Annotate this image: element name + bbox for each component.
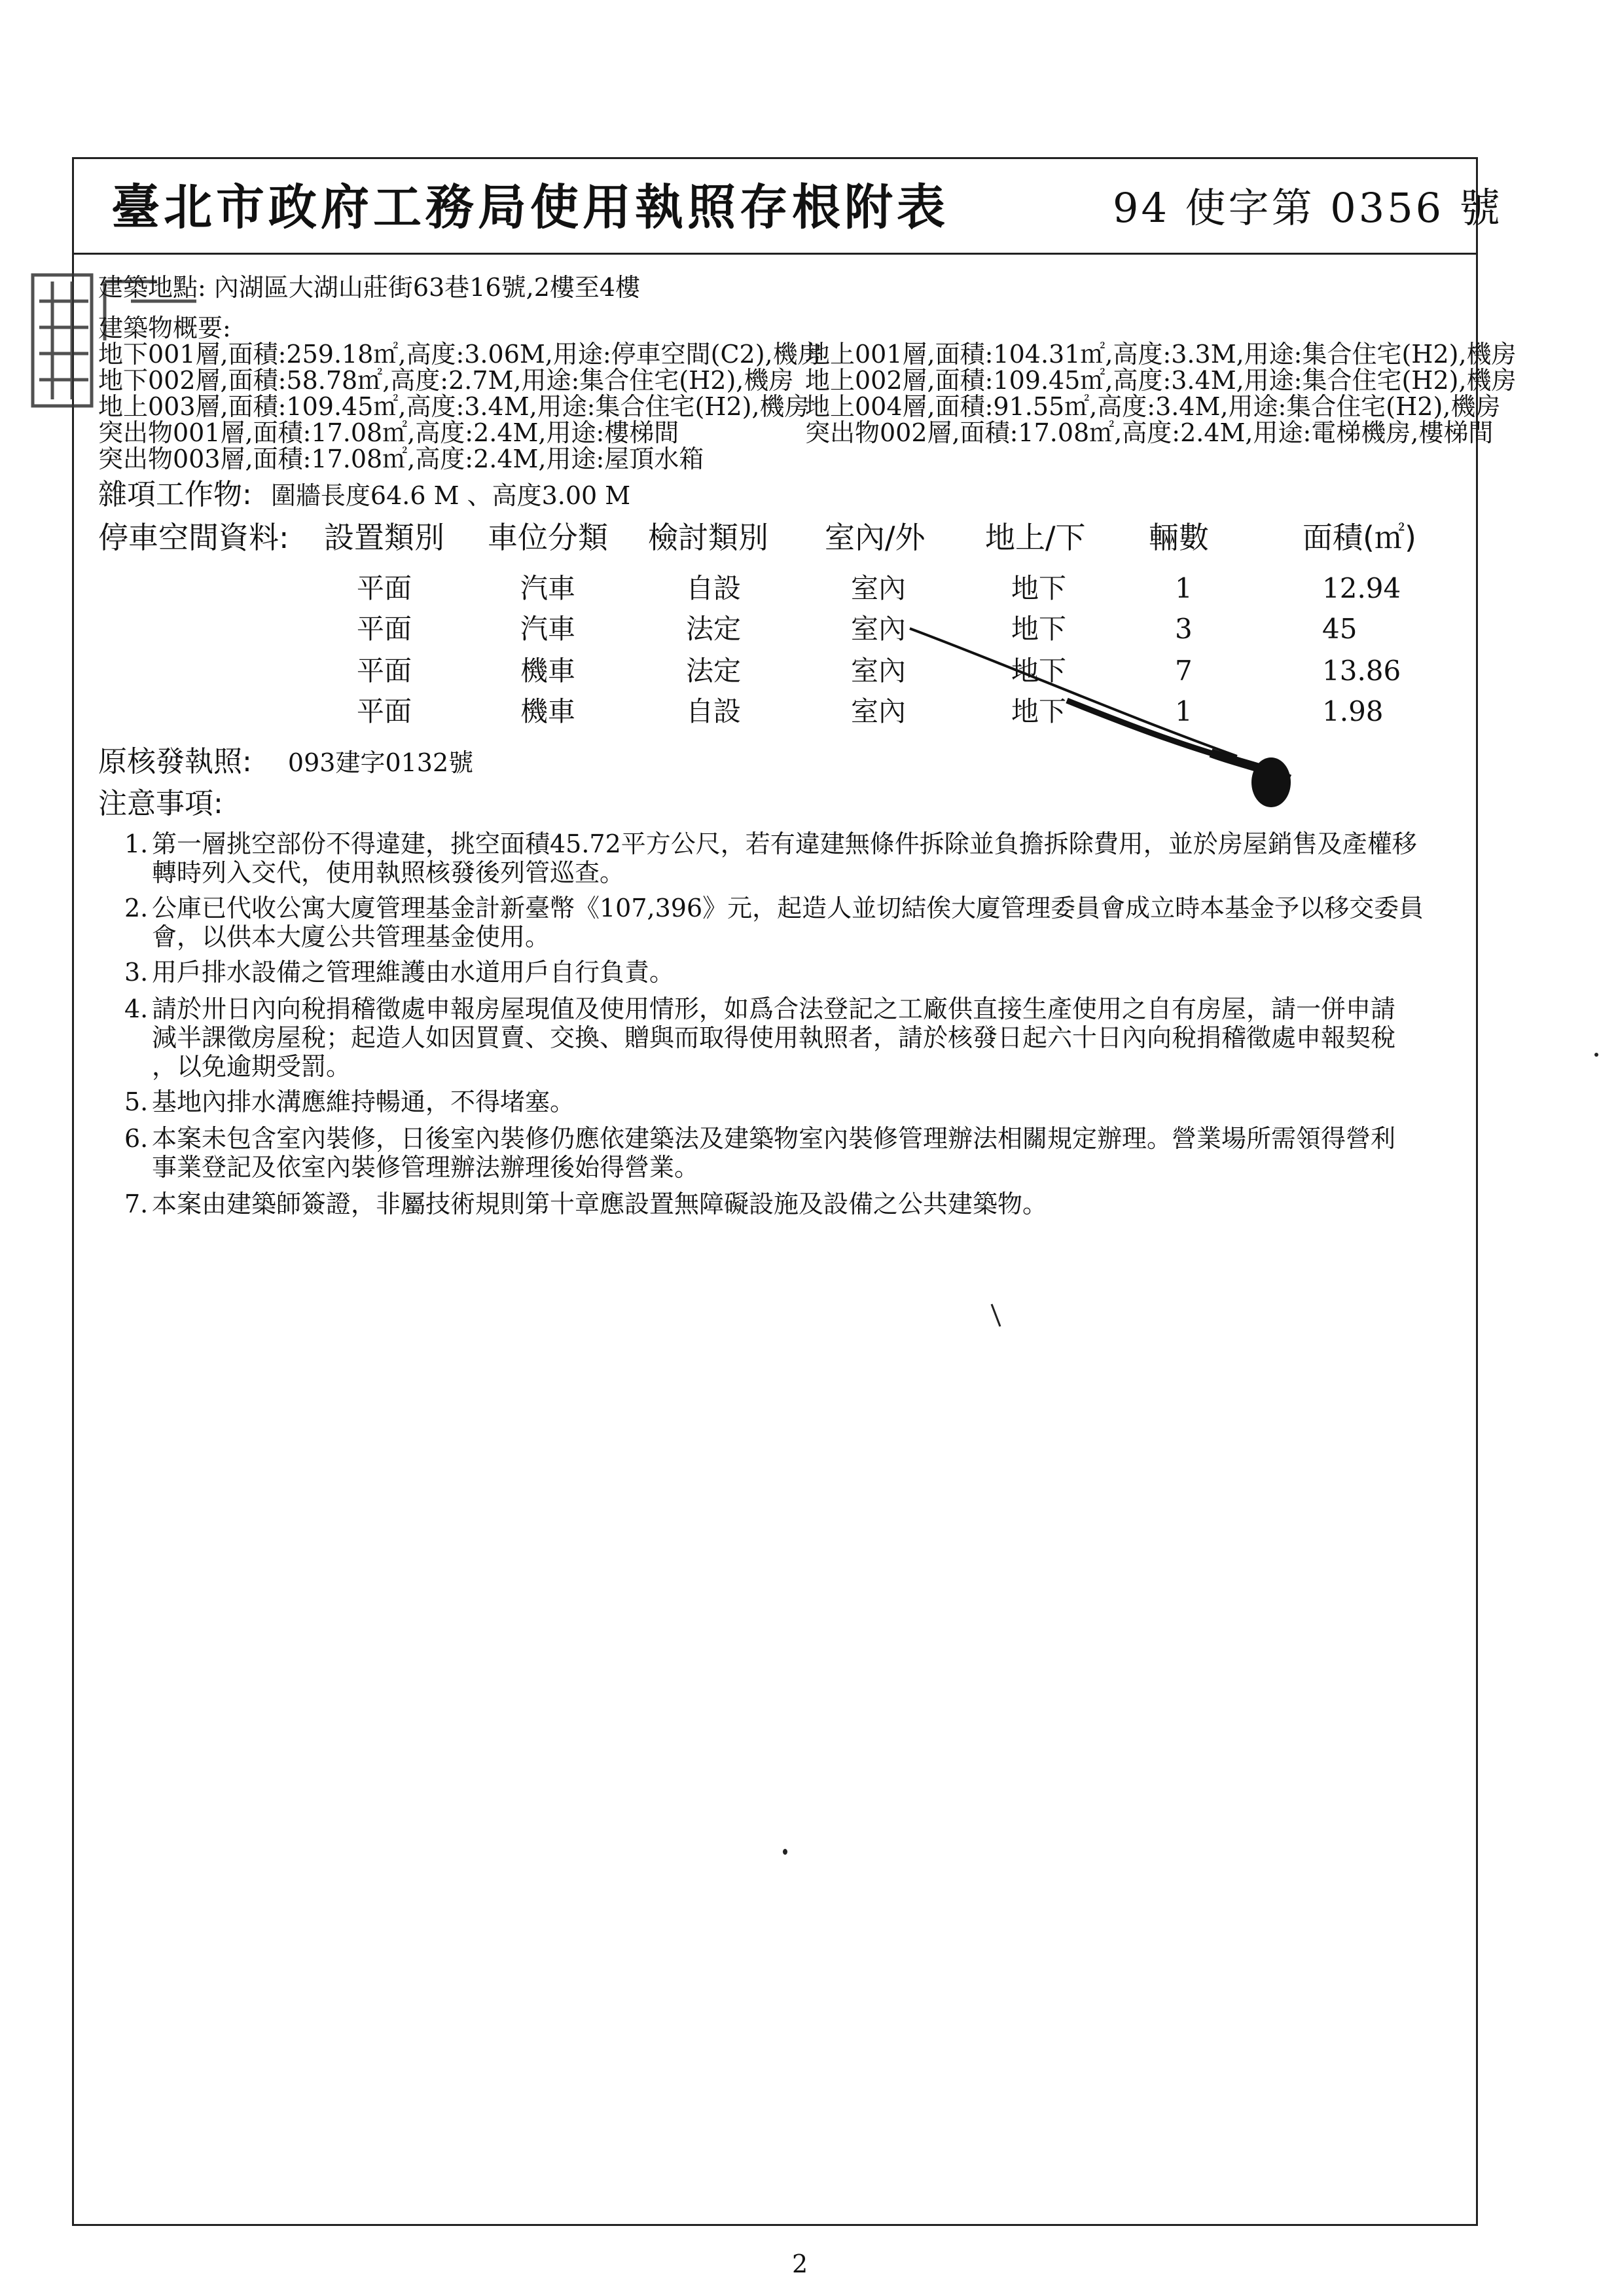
note-line: ，以免逾期受罰。 (152, 1052, 351, 1081)
note-number: 6. (124, 1124, 149, 1153)
page-number: 2 (792, 2250, 808, 2278)
misc-works-row (98, 478, 631, 511)
original-permit-label: 原核發執照: (98, 745, 252, 778)
document-title: 臺北市政府工務局使用執照存根附表 (111, 179, 949, 236)
parking-cell: 室內 (851, 695, 907, 727)
parking-cell: 汽車 (520, 613, 576, 645)
parking-header-cell: 設置類別 (324, 520, 444, 555)
parking-cell: 地下 (1011, 655, 1067, 687)
parking-cell: 平面 (357, 655, 412, 687)
parking-cell: 室內 (851, 655, 907, 687)
summary-right-line: 突出物002層,面積:17.08㎡,高度:2.4M,用途:電梯機房,樓梯間 (805, 418, 1494, 447)
summary-left-line: 突出物003層,面積:17.08㎡,高度:2.4M,用途:屋頂水箱 (98, 445, 704, 473)
note-line: 會，以供本大廈公共管理基金使用。 (152, 922, 550, 951)
parking-cell: 室內 (851, 613, 907, 645)
summary-left-line: 突出物001層,面積:17.08㎡,高度:2.4M,用途:樓梯間 (98, 418, 679, 447)
note-line: 公庫已代收公寓大廈管理基金計新臺幣《107,396》元，起造人並切結俟大廈管理委員會成立時本基金予以移交委員 (152, 894, 1424, 922)
note-line: 本案由建築師簽證，非屬技術規則第十章應設置無障礙設施及設備之公共建築物。 (152, 1190, 1048, 1218)
note-number: 4. (124, 994, 149, 1023)
misc-works-value: 圍牆長度64.6 M 、高度3.00 M (270, 481, 631, 510)
pen-stroke-mark (871, 615, 1329, 812)
note-line: 轉時列入交代，使用執照核發後列管巡查。 (152, 858, 625, 887)
header-divider (72, 253, 1478, 255)
parking-cell: 自設 (686, 695, 742, 727)
parking-cell: 地下 (1011, 572, 1067, 604)
parking-cell: 平面 (357, 613, 412, 645)
summary-left-line: 地下001層,面積:259.18㎡,高度:3.06M,用途:停車空間(C2),機房 (98, 340, 823, 369)
building-summary-label: 建築物概要: (98, 314, 231, 342)
parking-cell: 平面 (357, 572, 412, 604)
parking-cell: 自設 (686, 572, 742, 604)
parking-header-cell: 輛數 (1149, 520, 1209, 555)
summary-left-line: 地下002層,面積:58.78㎡,高度:2.7M,用途:集合住宅(H2),機房 (98, 366, 794, 395)
summary-right-line: 地上001層,面積:104.31㎡,高度:3.3M,用途:集合住宅(H2),機房 (805, 340, 1517, 369)
address-row (98, 275, 640, 300)
parking-cell: 7 (1175, 655, 1193, 687)
permit-number: 94 使字第 0356 號 (1113, 184, 1503, 232)
parking-cell: 機車 (520, 695, 576, 727)
parking-header-cell: 車位分類 (488, 520, 608, 555)
parking-cell: 汽車 (520, 572, 576, 604)
parking-cell: 地下 (1011, 613, 1067, 645)
note-number: 7. (124, 1190, 149, 1218)
notes-label: 注意事項: (98, 787, 223, 820)
note-line: 請於卅日內向稅捐稽徵處申報房屋現值及使用情形，如爲合法登記之工廠供直接生產使用之自有房屋，請一併申請 (152, 994, 1396, 1023)
address-label: 建築地點: (98, 273, 206, 302)
note-number: 1. (124, 829, 149, 858)
address-value: 內湖區大湖山莊街63巷16號,2樓至4樓 (213, 273, 641, 302)
summary-right-line: 地上002層,面積:109.45㎡,高度:3.4M,用途:集合住宅(H2),機房 (805, 366, 1517, 395)
original-permit-row (98, 745, 474, 778)
parking-cell: 1 (1175, 572, 1193, 604)
parking-cell: 1.98 (1322, 695, 1384, 727)
parking-cell: 法定 (686, 613, 742, 645)
parking-cell: 地下 (1011, 695, 1067, 727)
parking-cell: 室內 (851, 572, 907, 604)
parking-cell: 12.94 (1322, 572, 1401, 604)
scan-speck (783, 1849, 787, 1855)
parking-cell: 13.86 (1322, 655, 1401, 687)
parking-cell: 45 (1322, 613, 1357, 645)
parking-label: 停車空間資料: (98, 520, 289, 555)
parking-cell: 機車 (520, 655, 576, 687)
note-number: 2. (124, 894, 149, 922)
misc-works-label: 雜項工作物: (98, 478, 252, 511)
note-line: 事業登記及依室內裝修管理辦法辦理後始得營業。 (152, 1153, 700, 1182)
note-line: 第一層挑空部份不得違建，挑空面積45.72平方公尺，若有違建無條件拆除並負擔拆除費用，並於房屋銷售及產權移 (152, 829, 1417, 858)
parking-header-cell: 檢討類別 (648, 520, 768, 555)
scan-speck (988, 1303, 1008, 1329)
parking-cell: 1 (1175, 695, 1193, 727)
parking-header-cell: 地上/下 (985, 520, 1086, 555)
parking-header-cell: 室內/外 (825, 520, 926, 555)
parking-cell: 法定 (686, 655, 742, 687)
summary-right-line: 地上004層,面積:91.55㎡,高度:3.4M,用途:集合住宅(H2),機房 (805, 392, 1501, 421)
note-line: 減半課徵房屋稅；起造人如因買賣、交換、贈與而取得使用執照者，請於核發日起六十日內向稅捐稽徵處申報契稅 (152, 1023, 1396, 1052)
note-line: 基地內排水溝應維持暢通，不得堵塞。 (152, 1087, 575, 1116)
note-line: 用戶排水設備之管理維護由水道用戶自行負責。 (152, 958, 675, 987)
summary-left-line: 地上003層,面積:109.45㎡,高度:3.4M,用途:集合住宅(H2),機房 (98, 392, 810, 421)
note-number: 5. (124, 1087, 149, 1116)
parking-header-cell: 面積(㎡) (1303, 520, 1416, 555)
parking-cell: 平面 (357, 695, 412, 727)
parking-cell: 3 (1175, 613, 1193, 645)
note-line: 本案未包含室內裝修，日後室內裝修仍應依建築法及建築物室內裝修管理辦法相關規定辦理。營業場所需領得營利 (152, 1124, 1396, 1153)
original-permit-value: 093建字0132號 (287, 748, 474, 777)
note-number: 3. (124, 958, 149, 987)
scan-speck (1594, 1053, 1598, 1057)
